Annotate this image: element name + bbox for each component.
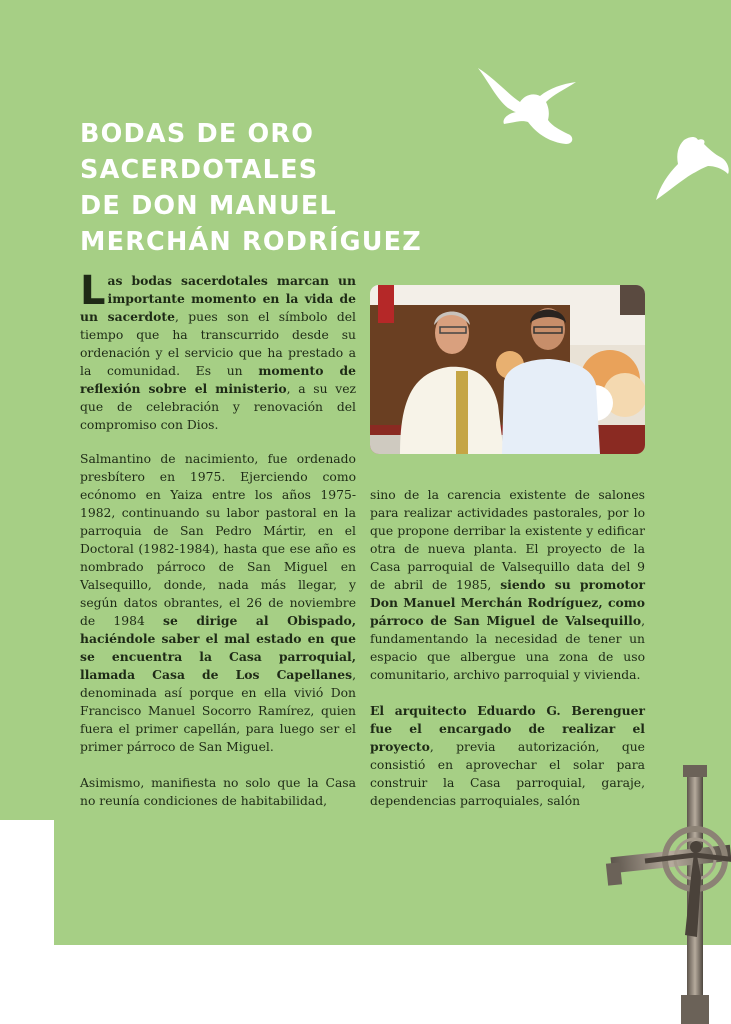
title-line: SACERDOTALES	[80, 155, 319, 185]
paragraph	[370, 486, 645, 684]
body-bold-text: El arquitecto Eduardo G. Berenguer fue el encargado de realizar el proyecto	[370, 703, 645, 754]
page-title	[80, 116, 422, 260]
intro-paragraph	[80, 268, 357, 434]
title-line: MERCHÁN RODRÍGUEZ	[80, 227, 422, 257]
body-text: , fundamentando la necesidad de tener un espacio que albergue una zona de uso comunitario, archivo parroquial y vivienda.	[370, 614, 645, 682]
body-text: Salmantino de nacimiento, fue ordenado presbítero en 1975. Ejerciendo como ecónomo en Yaiza entre los años 1975-1982, continuando su labor pastoral en la parroquia de San Pedro Mártir, en el Doctoral (1982-1984), hasta que ese año es nombrado párroco de San Miguel en Valsequillo, donde, nada más llegar, y según datos obrantes, el 26 de noviembre de 1984	[80, 452, 356, 628]
body-bold-text: se dirige al Obispado, haciéndole saber el mal estado en que se encuentra la Casa parroquial, llamada Casa de Los Capellanes	[80, 613, 356, 682]
intro-bold-text: as bodas sacerdotales marcan un importante momento en la vida de un sacerdote	[80, 273, 356, 324]
photo-image	[370, 285, 645, 454]
right-column	[370, 486, 645, 810]
intro-text: , pues son el símbolo del tiempo que ha transcurrido desde su ordenación y el servicio que ha prestado a la comunidad. Es un	[80, 310, 356, 378]
title-line: DE DON MANUEL	[80, 191, 337, 221]
body-bold-text: siendo su promotor Don Manuel Merchán Rodríguez, como párroco de San Miguel de Valsequillo	[370, 577, 645, 628]
left-column	[80, 450, 356, 810]
dove-icon	[652, 134, 731, 202]
paragraph	[80, 450, 356, 756]
body-text: , previa autorización, que consistió en aprovechar el solar para construir la Casa parroquial, garaje, dependencias parroquiales, salón	[370, 740, 645, 808]
photo-priests	[370, 285, 645, 454]
body-text: , denominada así porque en ella vivió Don Francisco Manuel Socorro Ramírez, quien fuera el primer capellán, para luego ser el primer párroco de San Miguel.	[80, 668, 356, 754]
paragraph	[370, 702, 645, 810]
intro-text: , a su vez que de celebración y renovación del compromiso con Dios.	[80, 382, 357, 432]
intro-bold-text: momento de reflexión sobre el ministerio	[80, 363, 356, 396]
title-line: BODAS DE ORO	[80, 119, 315, 149]
dove-icon	[476, 64, 578, 146]
crucifix-icon	[605, 765, 731, 1024]
paragraph: Asimismo, manifiesta no solo que la Casa no reunía condiciones de habitabilidad,	[80, 776, 356, 808]
drop-cap: L	[80, 268, 106, 314]
body-text: sino de la carencia existente de salones para realizar actividades pastorales, por lo que propone derribar la existente y edificar otra de nueva planta. El proyecto de la Casa parroquial de Valsequillo data del 9 de abril de 1985,	[370, 488, 645, 592]
